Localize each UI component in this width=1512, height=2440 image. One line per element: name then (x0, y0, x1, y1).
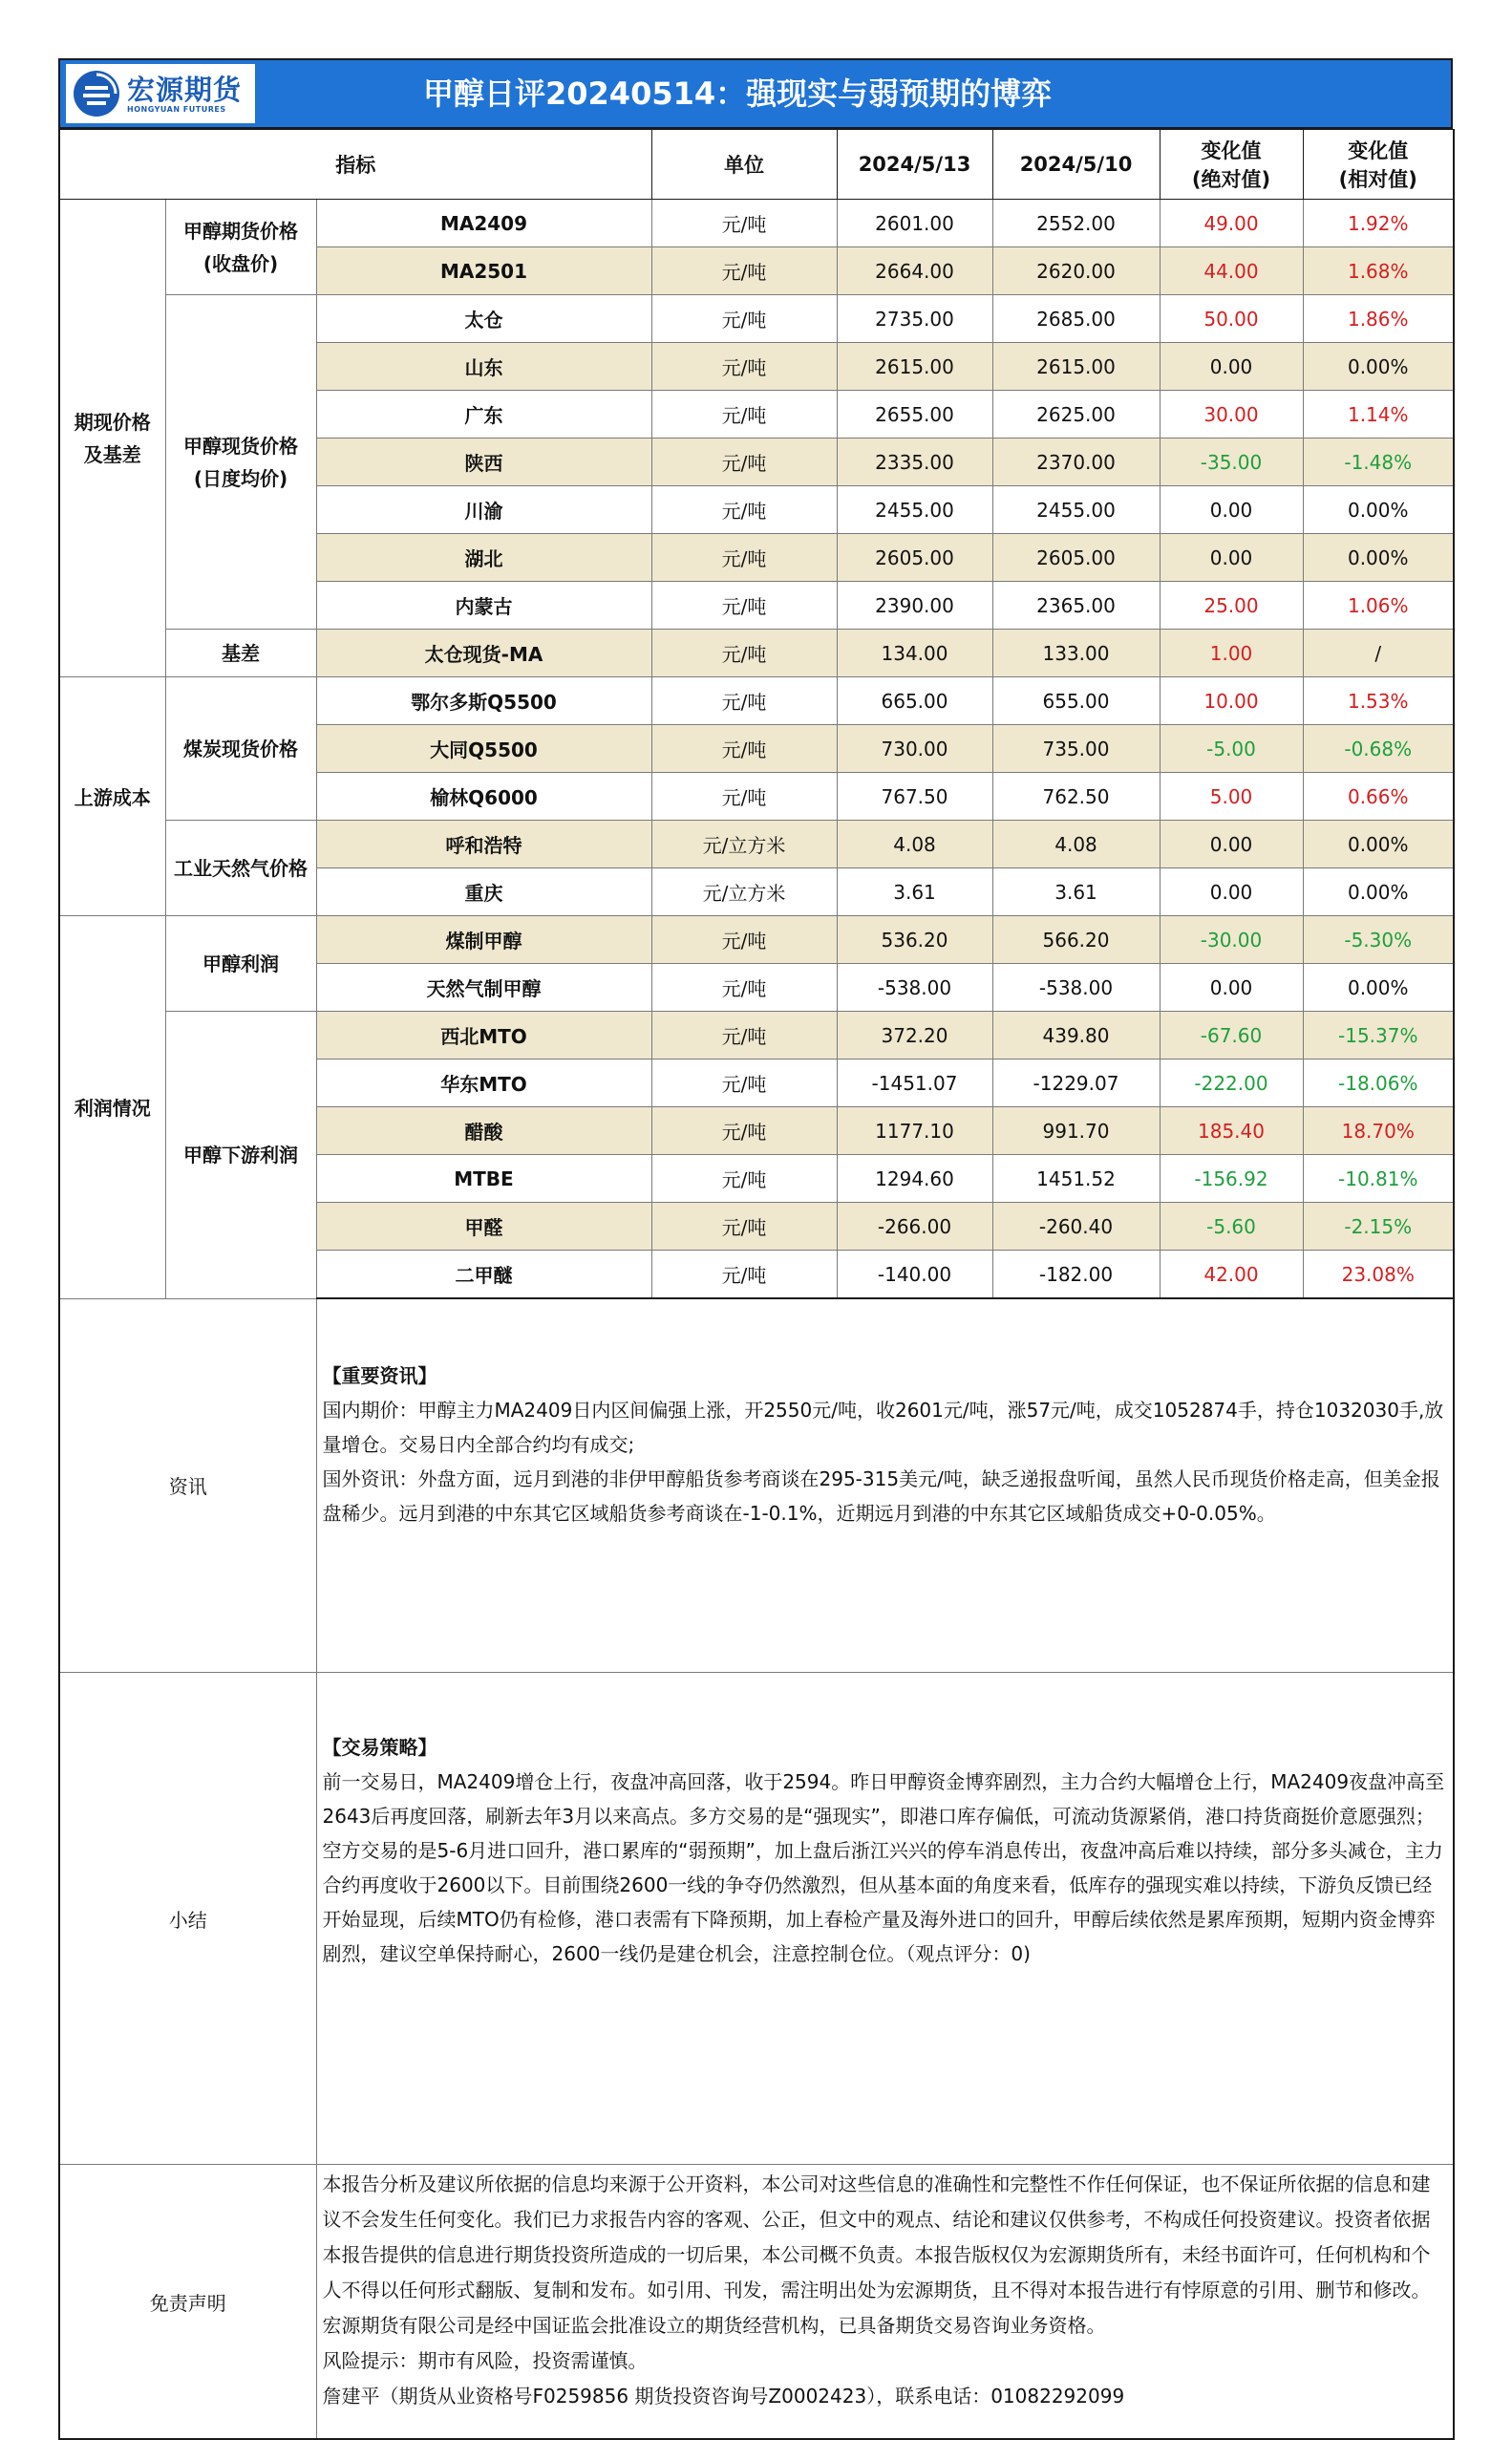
row-value-date1: 2664.00 (837, 247, 992, 295)
row-value-date1: 767.50 (837, 773, 992, 821)
row-abs-change: -156.92 (1160, 1155, 1303, 1203)
row-abs-change: 0.00 (1160, 486, 1303, 534)
col-header-indicator: 指标 (59, 130, 651, 200)
row-value-date2: -1229.07 (992, 1059, 1160, 1107)
summary-row (59, 1673, 1454, 2165)
row-unit: 元/吨 (651, 295, 837, 343)
row-unit: 元/吨 (651, 773, 837, 821)
row-value-date2: 2365.00 (992, 582, 1160, 630)
row-abs-change: -222.00 (1160, 1059, 1303, 1107)
group-cell-price-basis (59, 200, 165, 677)
table-row (59, 1012, 1454, 1059)
row-value-date2: 1451.52 (992, 1155, 1160, 1203)
row-rel-change: 1.92% (1303, 200, 1454, 247)
row-rel-change: -1.48% (1303, 439, 1454, 486)
row-value-date1: 536.20 (837, 916, 992, 964)
group-cell-upstream (59, 677, 165, 916)
summary-content (316, 1673, 1454, 2165)
row-value-date2: 655.00 (992, 677, 1160, 725)
row-value-date1: 1177.10 (837, 1107, 992, 1155)
row-abs-change: 10.00 (1160, 677, 1303, 725)
row-value-date1: 2615.00 (837, 343, 992, 391)
row-abs-change: 5.00 (1160, 773, 1303, 821)
row-name: 鄂尔多斯Q5500 (316, 677, 651, 725)
row-value-date2: 2552.00 (992, 200, 1160, 247)
row-rel-change: -2.15% (1303, 1203, 1454, 1251)
company-logo (66, 64, 255, 123)
subgroup-futures-price: 甲醇期货价格 (收盘价) (165, 200, 316, 295)
row-rel-change: 0.00% (1303, 534, 1454, 582)
row-value-date1: 4.08 (837, 821, 992, 868)
row-value-date1: 730.00 (837, 725, 992, 773)
row-unit: 元/吨 (651, 916, 837, 964)
row-unit: 元/立方米 (651, 821, 837, 868)
row-abs-change: -30.00 (1160, 916, 1303, 964)
row-value-date2: 4.08 (992, 821, 1160, 868)
disclaimer-content (316, 2165, 1454, 2440)
row-abs-change: -5.60 (1160, 1203, 1303, 1251)
report-header (58, 58, 1453, 129)
row-value-date2: 2615.00 (992, 343, 1160, 391)
logo-english-name: HONGYUAN FUTURES (127, 104, 226, 114)
row-name: 广东 (316, 391, 651, 439)
row-name: 西北MTO (316, 1012, 651, 1059)
row-abs-change: 50.00 (1160, 295, 1303, 343)
row-value-date1: 134.00 (837, 630, 992, 677)
row-unit: 元/立方米 (651, 868, 837, 916)
row-name: MA2409 (316, 200, 651, 247)
row-value-date2: 2625.00 (992, 391, 1160, 439)
row-abs-change: 0.00 (1160, 964, 1303, 1012)
row-abs-change: 42.00 (1160, 1251, 1303, 1299)
row-name: MA2501 (316, 247, 651, 295)
row-name: 湖北 (316, 534, 651, 582)
row-name: 太仓 (316, 295, 651, 343)
subgroup-downstream-profit: 甲醇下游利润 (165, 1012, 316, 1299)
row-unit: 元/吨 (651, 247, 837, 295)
disclaimer-text: 本报告分析及建议所依据的信息均来源于公开资料，本公司对这些信息的准确性和完整性不作任何保证，也不保证所依据的信息和建议不会发生任何变化。我们已力求报告内容的客观、公正，但文中的观点、结论和建议仅供参考，不构成任何投资建议。投资者依据本报告提供的信息进行期货投资所造成的一切后果，本公司概不负责。本报告版权仅为宏源期货所有，未经书面许可，任何机构和个人不得以任何形式翻版、复制和发布。如引用、刊发，需注明出处为宏源期货，且不得对本报告进行有悖原意的引用、删节和修改。宏源期货有限公司是经中国证监会批准设立的期货经营机构，已具备期货交易咨询业务资格。 (322, 2172, 1431, 2337)
row-name: 山东 (316, 343, 651, 391)
row-value-date1: -538.00 (837, 964, 992, 1012)
row-unit: 元/吨 (651, 1155, 837, 1203)
row-rel-change: -15.37% (1303, 1012, 1454, 1059)
group-label-upstream: 上游成本 (74, 786, 151, 809)
row-rel-change: 0.00% (1303, 486, 1454, 534)
row-value-date1: 665.00 (837, 677, 992, 725)
row-unit: 元/吨 (651, 200, 837, 247)
report-title: 甲醇日评20240514：强现实与弱预期的博弈 (423, 75, 1053, 112)
row-value-date1: 2335.00 (837, 439, 992, 486)
row-abs-change: 30.00 (1160, 391, 1303, 439)
subgroup-spot-price: 甲醇现货价格 (日度均价) (165, 295, 316, 630)
row-name: 华东MTO (316, 1059, 651, 1107)
row-rel-change: -18.06% (1303, 1059, 1454, 1107)
group-cell-profit (59, 916, 165, 1299)
row-value-date1: -266.00 (837, 1203, 992, 1251)
row-value-date2: 735.00 (992, 725, 1160, 773)
row-value-date2: 991.70 (992, 1107, 1160, 1155)
row-abs-change: 0.00 (1160, 821, 1303, 868)
row-value-date2: 439.80 (992, 1012, 1160, 1059)
row-rel-change: / (1303, 630, 1454, 677)
col-header-date1: 2024/5/13 (837, 130, 992, 200)
row-value-date1: 372.20 (837, 1012, 992, 1059)
row-abs-change: 1.00 (1160, 630, 1303, 677)
row-unit: 元/吨 (651, 343, 837, 391)
row-unit: 元/吨 (651, 1203, 837, 1251)
disclaimer-row (59, 2165, 1454, 2440)
analyst-info: 詹建平（期货从业资格号F0259856 期货投资咨询号Z0002423），联系电话：01082292099 (322, 2385, 1125, 2408)
row-rel-change: 23.08% (1303, 1251, 1454, 1299)
row-value-date1: 2655.00 (837, 391, 992, 439)
news-domestic: 国内期价：甲醇主力MA2409日内区间偏强上涨，开2550元/吨，收2601元/吨，涨57元/吨，成交1052874手，持仓1032030手,放量增仓。交易日内全部合约均有成交; (322, 1399, 1444, 1456)
row-rel-change: 0.00% (1303, 868, 1454, 916)
row-abs-change: 25.00 (1160, 582, 1303, 630)
row-unit: 元/吨 (651, 486, 837, 534)
row-name: 榆林Q6000 (316, 773, 651, 821)
row-unit: 元/吨 (651, 964, 837, 1012)
row-unit: 元/吨 (651, 1012, 837, 1059)
row-abs-change: 49.00 (1160, 200, 1303, 247)
row-abs-change: -67.60 (1160, 1012, 1303, 1059)
row-rel-change: 1.68% (1303, 247, 1454, 295)
row-unit: 元/吨 (651, 1251, 837, 1299)
summary-label: 小结 (59, 1673, 316, 2165)
table-row (59, 630, 1454, 677)
news-heading: 【重要资讯】 (322, 1364, 437, 1387)
table-row (59, 821, 1454, 868)
row-rel-change: 0.66% (1303, 773, 1454, 821)
row-rel-change: 1.86% (1303, 295, 1454, 343)
row-value-date2: -260.40 (992, 1203, 1160, 1251)
row-abs-change: 0.00 (1160, 343, 1303, 391)
row-value-date1: 1294.60 (837, 1155, 992, 1203)
row-value-date2: 566.20 (992, 916, 1160, 964)
row-value-date2: 3.61 (992, 868, 1160, 916)
row-unit: 元/吨 (651, 534, 837, 582)
row-value-date1: 3.61 (837, 868, 992, 916)
table-row (59, 295, 1454, 343)
subgroup-gas-price: 工业天然气价格 (165, 821, 316, 916)
row-name: 甲醛 (316, 1203, 651, 1251)
row-name: 醋酸 (316, 1107, 651, 1155)
table-header-row (59, 130, 1454, 200)
row-rel-change: 1.06% (1303, 582, 1454, 630)
row-rel-change: 18.70% (1303, 1107, 1454, 1155)
row-rel-change: -10.81% (1303, 1155, 1454, 1203)
subgroup-methanol-profit: 甲醇利润 (165, 916, 316, 1012)
row-value-date2: 2455.00 (992, 486, 1160, 534)
row-unit: 元/吨 (651, 439, 837, 486)
table-row (59, 677, 1454, 725)
row-name: 川渝 (316, 486, 651, 534)
logo-chinese-name: 宏源期货 (127, 73, 243, 106)
data-table (58, 129, 1455, 2440)
hongyuan-logo-icon (72, 69, 121, 118)
row-abs-change: -35.00 (1160, 439, 1303, 486)
table-row (59, 200, 1454, 247)
group-label-price-basis: 期现价格 及基差 (74, 410, 151, 466)
row-unit: 元/吨 (651, 677, 837, 725)
row-value-date2: 762.50 (992, 773, 1160, 821)
row-name: 煤制甲醇 (316, 916, 651, 964)
summary-heading: 【交易策略】 (322, 1736, 437, 1759)
row-value-date1: 2605.00 (837, 534, 992, 582)
group-label-profit: 利润情况 (74, 1097, 151, 1121)
row-abs-change: 0.00 (1160, 534, 1303, 582)
news-row (59, 1298, 1454, 1673)
summary-text: 前一交易日，MA2409增仓上行，夜盘冲高回落，收于2594。昨日甲醇资金博弈剧烈，主力合约大幅增仓上行，MA2409夜盘冲高至2643后再度回落，刷新去年3月以来高点。多方交易的是“强现实”，即港口库存偏低，可流动货源紧俏，港口持货商挺价意愿强烈；空方交易的是5-6月进口回升，港口累库的“弱预期”，加上盘后浙江兴兴的停车消息传出，夜盘冲高后难以持续，部分多头减仓，主力合约再度收于2600以下。目前围绕2600一线的争夺仍然激烈，但从基本面的角度来看，低库存的强现实难以持续，下游负反馈已经开始显现，后续MTO仍有检修，港口表需有下降预期，加上春检产量及海外进口的回升，甲醇后续依然是累库预期，短期内资金博弈剧烈，建议空单保持耐心，2600一线仍是建仓机会，注意控制仓位。（观点评分：0) (322, 1770, 1445, 1965)
row-name: 大同Q5500 (316, 725, 651, 773)
col-header-date2: 2024/5/10 (992, 130, 1160, 200)
row-abs-change: 44.00 (1160, 247, 1303, 295)
row-unit: 元/吨 (651, 1059, 837, 1107)
row-name: 内蒙古 (316, 582, 651, 630)
row-abs-change: -5.00 (1160, 725, 1303, 773)
row-rel-change: 0.00% (1303, 343, 1454, 391)
row-value-date1: 2455.00 (837, 486, 992, 534)
row-value-date2: -538.00 (992, 964, 1160, 1012)
row-value-date2: 2370.00 (992, 439, 1160, 486)
row-value-date2: 2605.00 (992, 534, 1160, 582)
row-value-date1: 2735.00 (837, 295, 992, 343)
row-unit: 元/吨 (651, 630, 837, 677)
subgroup-coal-price: 煤炭现货价格 (165, 677, 316, 821)
col-header-abs-change: 变化值 (绝对值) (1160, 130, 1303, 200)
row-abs-change: 185.40 (1160, 1107, 1303, 1155)
disclaimer-label: 免责声明 (59, 2165, 316, 2440)
row-rel-change: 0.00% (1303, 964, 1454, 1012)
row-name: 重庆 (316, 868, 651, 916)
row-abs-change: 0.00 (1160, 868, 1303, 916)
row-rel-change: -0.68% (1303, 725, 1454, 773)
row-value-date1: -1451.07 (837, 1059, 992, 1107)
row-value-date1: 2390.00 (837, 582, 992, 630)
row-name: MTBE (316, 1155, 651, 1203)
row-rel-change: 1.53% (1303, 677, 1454, 725)
row-unit: 元/吨 (651, 582, 837, 630)
table-body (59, 200, 1454, 2440)
row-value-date2: 2620.00 (992, 247, 1160, 295)
row-name: 陕西 (316, 439, 651, 486)
row-unit: 元/吨 (651, 725, 837, 773)
row-unit: 元/吨 (651, 1107, 837, 1155)
report-sheet (58, 58, 1453, 2440)
row-rel-change: -5.30% (1303, 916, 1454, 964)
col-header-rel-change: 变化值 (相对值) (1303, 130, 1454, 200)
row-value-date1: 2601.00 (837, 200, 992, 247)
row-value-date2: 133.00 (992, 630, 1160, 677)
news-overseas: 国外资讯：外盘方面，远月到港的非伊甲醇船货参考商谈在295-315美元/吨，缺乏递报盘听闻，虽然人民币现货价格走高，但美金报盘稀少。远月到港的中东其它区域船货参考商谈在-1-0.1%，近期远月到港的中东其它区域船货成交+0-0.05%。 (322, 1467, 1440, 1525)
news-content (316, 1298, 1454, 1673)
subgroup-basis: 基差 (165, 630, 316, 677)
row-rel-change: 0.00% (1303, 821, 1454, 868)
news-label: 资讯 (59, 1298, 316, 1673)
row-name: 呼和浩特 (316, 821, 651, 868)
risk-warning: 风险提示：期市有风险，投资需谨慎。 (322, 2349, 648, 2372)
row-name: 天然气制甲醇 (316, 964, 651, 1012)
row-value-date1: -140.00 (837, 1251, 992, 1299)
row-rel-change: 1.14% (1303, 391, 1454, 439)
col-header-unit: 单位 (651, 130, 837, 200)
row-name: 太仓现货-MA (316, 630, 651, 677)
row-name: 二甲醚 (316, 1251, 651, 1299)
row-value-date2: 2685.00 (992, 295, 1160, 343)
table-row (59, 916, 1454, 964)
row-unit: 元/吨 (651, 391, 837, 439)
row-value-date2: -182.00 (992, 1251, 1160, 1299)
